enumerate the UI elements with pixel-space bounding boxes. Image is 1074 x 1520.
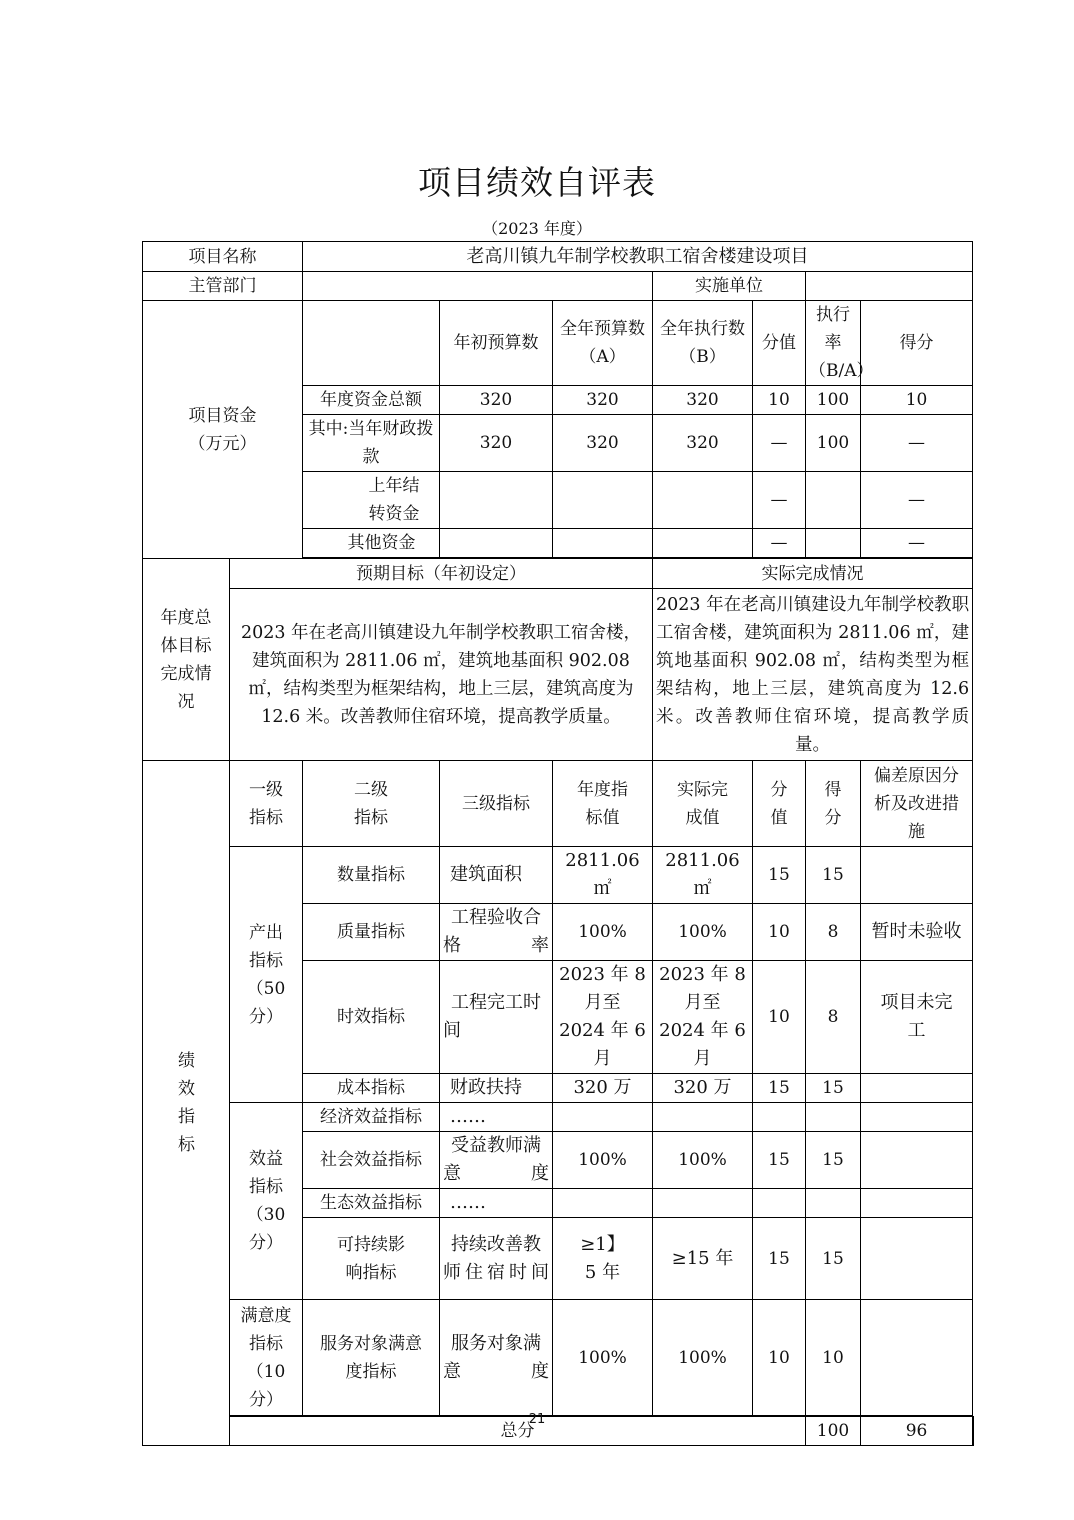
- indicator-level3: 建筑面积: [440, 847, 553, 904]
- funds-cell: —: [861, 529, 973, 558]
- indicator-score-value: 15: [753, 1218, 806, 1300]
- indicator-level2: 数量指标: [303, 847, 440, 904]
- level1-header: 一级指标: [230, 761, 303, 847]
- indicator-score: 15: [806, 847, 861, 904]
- budget-full-header: 全年预算数（A）: [553, 301, 653, 386]
- funds-row-label: 其中:当年财政拨款: [303, 415, 440, 472]
- deviation-reason-header: 偏差原因分析及改进措施: [861, 761, 973, 847]
- indicator-score-value: 10: [753, 961, 806, 1074]
- indicator-actual: 100%: [653, 1132, 753, 1189]
- funds-cell: —: [861, 472, 973, 529]
- indicator-score: [806, 1189, 861, 1218]
- indicator-reason: [861, 847, 973, 904]
- level3-header: 三级指标: [440, 761, 553, 847]
- funds-score-value-header: 分值: [753, 301, 806, 386]
- total-score: 96: [861, 1417, 973, 1446]
- indicator-target: 100%: [553, 904, 653, 961]
- funds-row-label: 年度资金总额: [303, 386, 440, 415]
- indicator-actual: 2811.06 ㎡: [653, 847, 753, 904]
- indicator-score-value: 10: [753, 904, 806, 961]
- indicator-level3: 财政扶持: [440, 1074, 553, 1103]
- funds-cell: 100: [806, 415, 861, 472]
- funds-label-line1: 项目资金: [188, 405, 257, 426]
- indicator-level3: 持续改善教师住宿时间: [440, 1218, 553, 1300]
- indicator-score: 15: [806, 1074, 861, 1103]
- indicator-reason: [861, 1132, 973, 1189]
- budget-initial-header: 年初预算数: [440, 301, 553, 386]
- funds-cell: 320: [440, 415, 553, 472]
- funds-cell: 320: [553, 386, 653, 415]
- funds-cell: [440, 472, 553, 529]
- indicator-level2: 经济效益指标: [303, 1103, 440, 1132]
- indicator-level3: 工程验收合格率: [440, 904, 553, 961]
- indicator-target: [553, 1189, 653, 1218]
- funds-cell: 10: [861, 386, 973, 415]
- funds-cell: [653, 529, 753, 558]
- actual-completion-header: 实际完成情况: [653, 559, 973, 589]
- funds-cell: 320: [553, 415, 653, 472]
- indicator-level2: 生态效益指标: [303, 1189, 440, 1218]
- funds-cell: —: [861, 415, 973, 472]
- benefit-indicator-label: 效益指标（30 分）: [230, 1103, 303, 1300]
- funds-cell: [440, 529, 553, 558]
- indicator-actual: [653, 1103, 753, 1132]
- indicator-score-value: 15: [753, 847, 806, 904]
- performance-section-label: 绩效指标: [143, 761, 230, 1446]
- funds-cell: 100: [806, 386, 861, 415]
- funds-cell: [653, 472, 753, 529]
- satisfaction-indicator-label: 满意度指标（10 分）: [230, 1300, 303, 1416]
- funds-cell: 320: [653, 386, 753, 415]
- indicator-level3: ……: [440, 1103, 553, 1132]
- indicator-target: 2811.06 ㎡: [553, 847, 653, 904]
- indicator-level3: 受益教师满意度: [440, 1132, 553, 1189]
- funds-cell: —: [753, 415, 806, 472]
- indicator-score-header: 得分: [806, 761, 861, 847]
- funds-score-header: 得分: [861, 301, 973, 386]
- indicator-score: [806, 1103, 861, 1132]
- level2-header: 二级指标: [303, 761, 440, 847]
- funds-row-label: 上年结转资金: [303, 472, 440, 529]
- indicator-target: 2023 年 8 月至 2024 年 6 月: [553, 961, 653, 1074]
- expected-goal-text: 2023 年在老高川镇建设九年制学校教职工宿舍楼，建筑面积为 2811.06 ㎡，建筑地基面积 902.08 ㎡，结构类型为框架结构，地上三层，建筑高度为 12.6 米。改善教师住宿环境，提高教学质量。: [230, 589, 653, 761]
- indicator-score: 15: [806, 1218, 861, 1300]
- total-label: 总分: [230, 1417, 806, 1446]
- goal-section-label: 年度总体目标完成情况: [143, 559, 230, 761]
- indicator-actual: ≥15 年: [653, 1218, 753, 1300]
- indicator-score-value: [753, 1189, 806, 1218]
- output-indicator-label: 产出指标（50 分）: [230, 847, 303, 1103]
- indicator-score: 10: [806, 1300, 861, 1416]
- indicator-target: 100%: [553, 1132, 653, 1189]
- evaluation-table: [142, 241, 974, 1446]
- indicator-score-value: 15: [753, 1132, 806, 1189]
- indicator-level2: 成本指标: [303, 1074, 440, 1103]
- funds-header-blank: [303, 301, 440, 386]
- indicator-target: [553, 1103, 653, 1132]
- indicator-level3: 服务对象满意度: [440, 1300, 553, 1416]
- indicator-reason: [861, 1074, 973, 1103]
- indicator-reason: [861, 1300, 973, 1416]
- indicator-actual: 100%: [653, 904, 753, 961]
- indicator-level2: 可持续影响指标: [303, 1218, 440, 1300]
- funds-label-line2: （万元）: [188, 433, 257, 454]
- target-value-header: 年度指标值: [553, 761, 653, 847]
- funds-cell: 320: [440, 386, 553, 415]
- indicator-level2: 服务对象满意度指标: [303, 1300, 440, 1416]
- indicator-level3: 工程完工时间: [440, 961, 553, 1074]
- indicator-level2: 社会效益指标: [303, 1132, 440, 1189]
- funds-cell: [553, 472, 653, 529]
- indicator-score-value: 10: [753, 1300, 806, 1416]
- executed-header: 全年执行数（B）: [653, 301, 753, 386]
- indicator-actual: 100%: [653, 1300, 753, 1416]
- indicator-level2: 时效指标: [303, 961, 440, 1074]
- funds-cell: 320: [653, 415, 753, 472]
- indicator-reason: 项目未完工: [861, 961, 973, 1074]
- total-score-value: 100: [806, 1417, 861, 1446]
- indicator-score-value: 15: [753, 1074, 806, 1103]
- document-title: 项目绩效自评表: [418, 163, 656, 202]
- indicator-level3: ……: [440, 1189, 553, 1218]
- year-label: （2023 年度）: [482, 219, 592, 238]
- indicator-target: 320 万: [553, 1074, 653, 1103]
- indicator-reason: 暂时未验收: [861, 904, 973, 961]
- funds-section-label: [143, 301, 303, 559]
- actual-completion-text: 2023 年在老高川镇建设九年制学校教职工宿舍楼，建筑面积为 2811.06 ㎡，建筑地基面积 902.08 ㎡，结构类型为框架结构，地上三层，建筑高度为 12.6 米。改善教师住宿环境，提高教学质量。: [653, 589, 973, 761]
- funds-cell: —: [753, 529, 806, 558]
- indicator-reason: [861, 1189, 973, 1218]
- indicator-target: ≥1】5 年: [553, 1218, 653, 1300]
- page-number: 21: [528, 1412, 546, 1427]
- implementing-unit-label: 实施单位: [653, 272, 806, 301]
- indicator-target: 100%: [553, 1300, 653, 1416]
- department-value: [303, 272, 653, 301]
- indicator-score: 8: [806, 904, 861, 961]
- project-name-value: 老高川镇九年制学校教职工宿舍楼建设项目: [303, 242, 973, 272]
- indicator-score-value: [753, 1103, 806, 1132]
- funds-cell: [806, 529, 861, 558]
- implementing-unit-value: [806, 272, 973, 301]
- indicator-score-value-header: 分值: [753, 761, 806, 847]
- funds-cell: —: [753, 472, 806, 529]
- funds-cell: 10: [753, 386, 806, 415]
- indicator-actual: 2023 年 8 月至 2024 年 6 月: [653, 961, 753, 1074]
- expected-goal-header: 预期目标（年初设定）: [230, 559, 653, 589]
- indicator-actual: 320 万: [653, 1074, 753, 1103]
- indicator-level2: 质量指标: [303, 904, 440, 961]
- funds-cell: [806, 472, 861, 529]
- indicator-score: 8: [806, 961, 861, 1074]
- funds-cell: [553, 529, 653, 558]
- project-name-label: 项目名称: [143, 242, 303, 272]
- execution-rate-header: 执行率（B/A）: [806, 301, 861, 386]
- indicator-actual: [653, 1189, 753, 1218]
- indicator-reason: [861, 1103, 973, 1132]
- funds-row-label: 其他资金: [303, 529, 440, 558]
- actual-value-header: 实际完成值: [653, 761, 753, 847]
- indicator-reason: [861, 1218, 973, 1300]
- indicator-score: 15: [806, 1132, 861, 1189]
- department-label: 主管部门: [143, 272, 303, 301]
